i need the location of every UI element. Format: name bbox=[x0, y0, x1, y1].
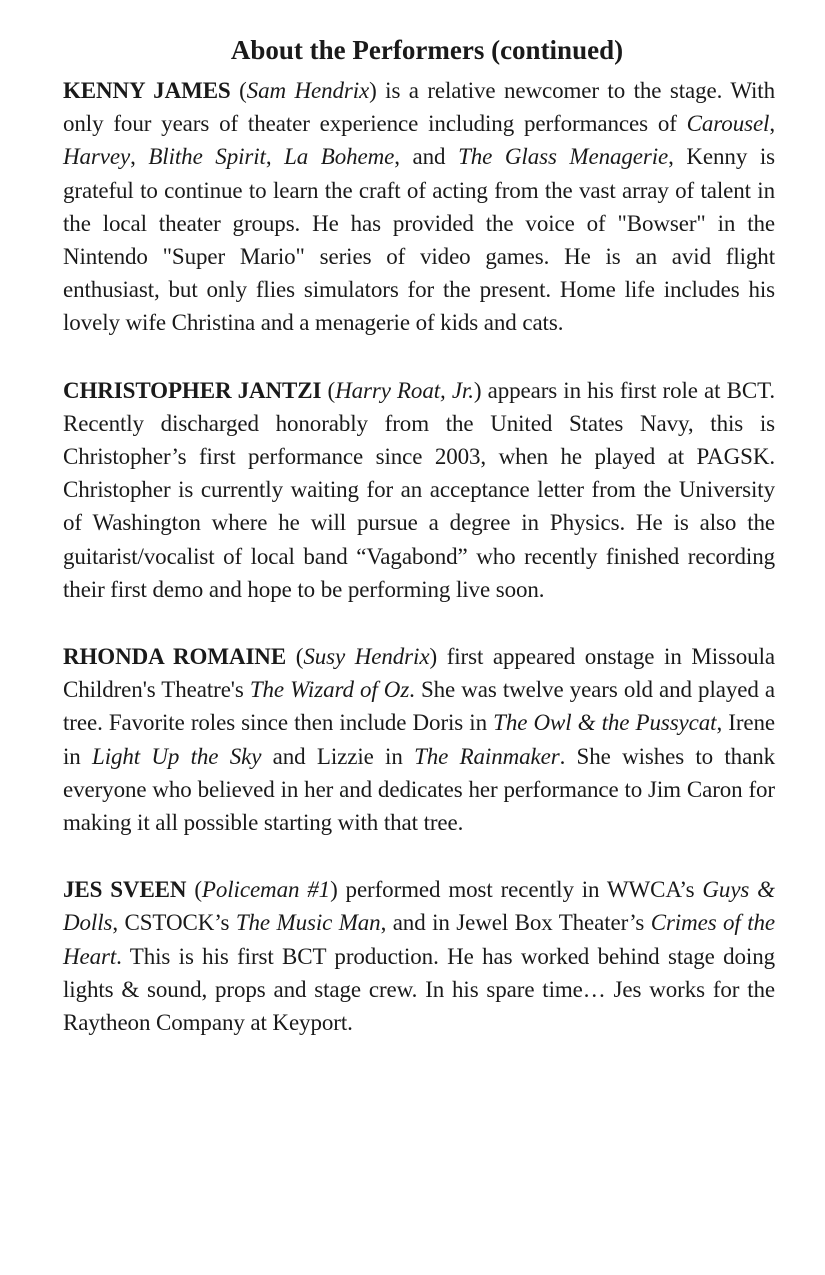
bio-text-segment: , and bbox=[394, 144, 459, 170]
bio-kenny-james: KENNY JAMES (Sam Hendrix) is a relative newcomer to the stage. With only four years of theater experience including performances of Carousel, Harvey, Blithe Spirit, La Boheme, and The Glass Menagerie, Kenny is grateful to continue to learn the craft of acting from the vast array of talent in the local theater groups. He has provided the voice of "Bowser" in the Nintendo "Super Mario" series of video games. He is an avid flight enthusiast, but only flies simulators for the present. Home life includes his lovely wife Christina and a menagerie of kids and cats. bbox=[63, 78, 775, 336]
bio-text-segment: , Irene in bbox=[63, 710, 775, 769]
work-title: The Owl & the Pussycat bbox=[493, 710, 717, 736]
character-role: Susy Hendrix bbox=[303, 644, 430, 670]
performer-name: KENNY JAMES bbox=[63, 78, 231, 103]
work-title: Blithe Spirit bbox=[148, 144, 266, 170]
bio-text bbox=[63, 78, 775, 335]
bio-text-segment: , and in Jewel Box Theater’s bbox=[380, 910, 651, 936]
bio-text-segment: appears in his first role at BCT. Recently discharged honorably from the United States Navy, this is Christopher’s first performance since 2003, when he played at PAGSK. Christopher is currently waiting for an acceptance letter from the University of Washington where he will pursue a degree in Physics. He is also the guitarist/vocalist of local band “Vagabond” who recently finished recording their first demo and hope to be performing live soon. bbox=[63, 377, 775, 602]
character-role: Sam Hendrix bbox=[246, 78, 370, 103]
page-title: About the Performers (continued) bbox=[230, 35, 624, 65]
character-role: Policeman #1 bbox=[201, 877, 331, 903]
bio-text-segment: and Lizzie in bbox=[261, 743, 415, 769]
bio-text-segment: , bbox=[130, 144, 149, 170]
work-title: The Wizard of Oz bbox=[249, 677, 410, 703]
character-role: Harry Roat, Jr. bbox=[335, 377, 474, 403]
work-title: Carousel bbox=[686, 111, 770, 137]
bio-text-segment: , bbox=[265, 144, 285, 170]
bio-text-segment: . She was twelve years old and played a tree. Favorite roles since then include Doris in bbox=[63, 677, 775, 736]
bio-text-segment: first appeared onstage in Missoula Children's Theatre's bbox=[63, 644, 775, 703]
work-title: Guys & Dolls bbox=[63, 877, 775, 936]
bio-text-segment: . This is his first BCT production. He has worked behind stage doing lights & sound, props and stage crew. In his spare time… Jes works for the Raytheon Company at Keyport. bbox=[63, 943, 775, 1036]
work-title: La Boheme bbox=[284, 144, 395, 170]
bio-text-segment: performed most recently in WWCA’s bbox=[337, 877, 703, 903]
bio-christopher-jantzi: CHRISTOPHER JANTZI (Harry Roat, Jr.) appears in his first role at BCT. Recently discharged honorably from the United States Navy, this is Christopher’s first performance since 2003, when he played at PAGSK. Christopher is currently waiting for an acceptance letter from the University of Washington where he will pursue a degree in Physics. He is also the guitarist/vocalist of local band “Vagabond” who recently finished recording their first demo and hope to be performing live soon. bbox=[63, 377, 775, 602]
work-title: Harvey bbox=[63, 144, 131, 170]
bio-text-segment: is a relative newcomer to the stage. With only four years of theater experience including performances of bbox=[63, 78, 775, 137]
bio-text-segment: , Kenny is grateful to continue to learn the craft of acting from the vast array of talent in the local theater groups. He has provided the voice of "Bowser" in the Nintendo "Super Mario" series of video games. He is an avid flight enthusiast, but only flies simulators for the present. Home life includes his lovely wife Christina and a menagerie of kids and cats. bbox=[63, 144, 775, 336]
performer-name: RHONDA ROMAINE bbox=[63, 644, 287, 670]
bio-text-segment: , CSTOCK’s bbox=[112, 910, 236, 936]
bio-text bbox=[63, 644, 775, 835]
work-title: Crimes of the Heart bbox=[63, 910, 775, 969]
bio-text-segment: . She wishes to thank everyone who believed in her and dedicates her performance to Jim Caron for making it all possible starting with that tree. bbox=[63, 743, 775, 836]
bio-text-segment: , bbox=[769, 111, 775, 137]
performer-name: JES SVEEN bbox=[63, 877, 187, 903]
work-title: The Music Man bbox=[235, 910, 381, 936]
work-title: Light Up the Sky bbox=[92, 743, 262, 769]
bio-rhonda-romaine: RHONDA ROMAINE (Susy Hendrix) first appeared onstage in Missoula Children's Theatre's The Wizard of Oz. She was twelve years old and played a tree. Favorite roles since then include Doris in The Owl & the Pussycat, Irene in Light Up the Sky and Lizzie in The Rainmaker. She wishes to thank everyone who believed in her and dedicates her performance to Jim Caron for making it all possible starting with that tree. bbox=[63, 644, 775, 836]
bio-jes-sveen: JES SVEEN (Policeman #1) performed most recently in WWCA’s Guys & Dolls, CSTOCK’s The Music Man, and in Jewel Box Theater’s Crimes of the Heart. This is his first BCT production. He has worked behind stage doing lights & sound, props and stage crew. In his spare time… Jes works for the Raytheon Company at Keyport. bbox=[63, 877, 775, 1036]
performer-name: CHRISTOPHER JANTZI bbox=[63, 377, 322, 403]
bio-text bbox=[63, 378, 775, 602]
work-title: The Rainmaker bbox=[414, 743, 560, 769]
performers-page bbox=[63, 30, 775, 1039]
work-title: The Glass Menagerie bbox=[458, 144, 669, 170]
